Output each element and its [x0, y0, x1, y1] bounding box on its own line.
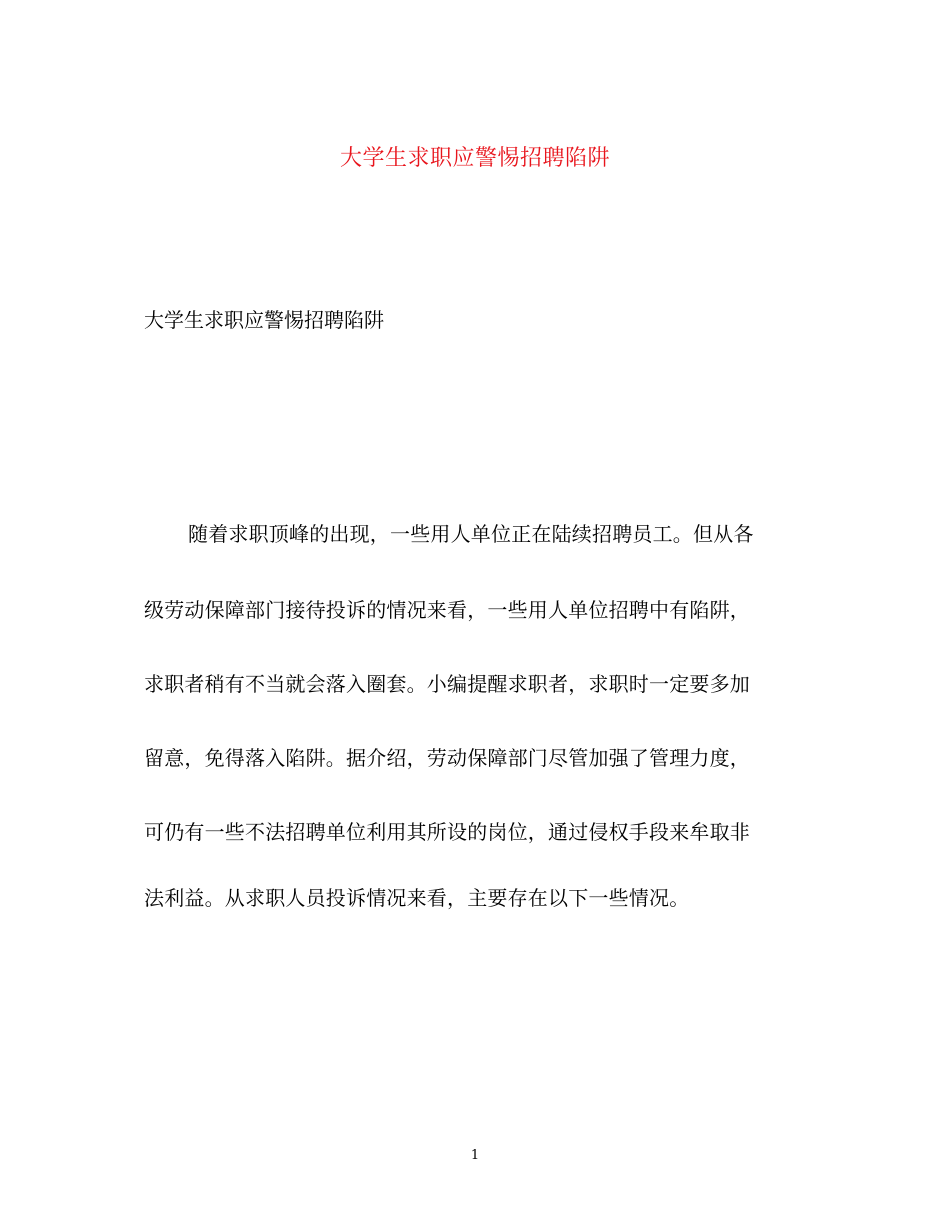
paragraph-line: 求职者稍有不当就会落入圈套。小编提醒求职者，求职时一定要多加 — [144, 672, 750, 696]
paragraph-line: 可仍有一些不法招聘单位利用其所设的岗位，通过侵权手段来牟取非 — [144, 820, 750, 844]
paragraph-line: 随着求职顶峰的出现，一些用人单位正在陆续招聘员工。但从各 — [188, 522, 754, 546]
document-subtitle: 大学生求职应警惕招聘陷阱 — [144, 308, 384, 332]
page-number: 1 — [470, 1148, 480, 1163]
paragraph-line: 法利益。从求职人员投诉情况来看，主要存在以下一些情况。 — [144, 886, 690, 910]
document-title: 大学生求职应警惕招聘陷阱 — [339, 146, 610, 171]
paragraph-line: 留意，免得落入陷阱。据介绍，劳动保障部门尽管加强了管理力度， — [144, 746, 750, 770]
paragraph-line: 级劳动保障部门接待投诉的情况来看，一些用人单位招聘中有陷阱， — [144, 598, 750, 622]
